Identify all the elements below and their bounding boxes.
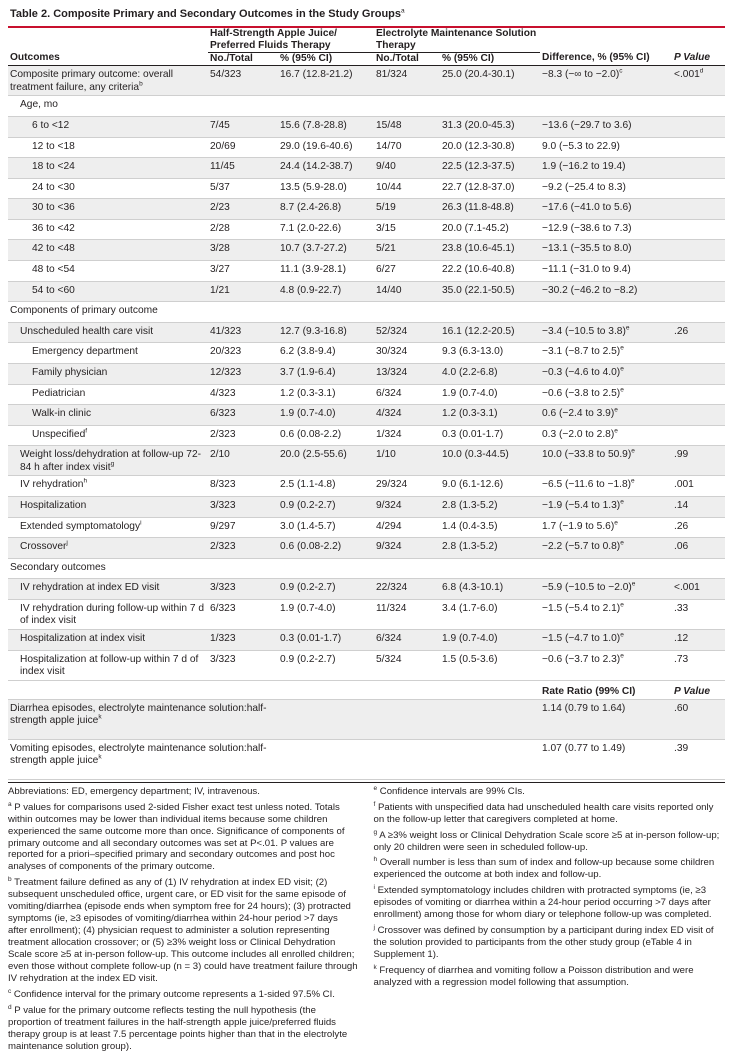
cell-pct-ci-1: 20.0 (2.5-55.6) [278, 446, 374, 476]
row-label: IV rehydration$^h$ [8, 476, 208, 497]
cell-p-value [672, 405, 725, 426]
cell-difference: 10.0 (−33.8 to 50.9)$^e$ [540, 446, 672, 476]
cell-pct-ci-1: 0.6 (0.08-2.2) [278, 538, 374, 559]
cell-pct-ci-1: 24.4 (14.2-38.7) [278, 158, 374, 179]
cell-difference: 9.0 (−5.3 to 22.9) [540, 137, 672, 158]
cell-pct-ci-1: 29.0 (19.6-40.6) [278, 137, 374, 158]
row-label: Walk-in clinic [8, 405, 208, 426]
cell-difference: −11.1 (−31.0 to 9.4) [540, 261, 672, 282]
table-row [8, 199, 725, 220]
row-label: 54 to <60 [8, 281, 208, 302]
row-label: 18 to <24 [8, 158, 208, 179]
cell-difference: −1.5 (−5.4 to 2.1)$^e$ [540, 599, 672, 629]
cell-no-total-2: 22/324 [374, 579, 440, 600]
cell-no-total-1: 3/323 [208, 497, 278, 518]
cell-p-value [672, 281, 725, 302]
row-label: 42 to <48 [8, 240, 208, 261]
row-label: 12 to <18 [8, 137, 208, 158]
cell-no-total-1: 3/27 [208, 261, 278, 282]
col-rr-p-value: P Value [672, 680, 725, 699]
cell-no-total-2 [374, 558, 440, 579]
cell-difference: −17.6 (−41.0 to 5.6) [540, 199, 672, 220]
cell-no-total-1: 6/323 [208, 599, 278, 629]
footnote-g: $^g$ A ≥3% weight loss or Clinical Dehydration Scale score ≥5 at in-person follow-up; only 20 children were seen in scheduled follow-up. [373, 828, 720, 853]
cell-p-value [672, 178, 725, 199]
cell-pct-ci-2: 23.8 (10.6-45.1) [440, 240, 540, 261]
cell-p-value [672, 219, 725, 240]
table-row [8, 178, 725, 199]
footnote-k: $^k$ Frequency of diarrhea and vomiting follow a Poisson distribution and were analyzed with a regression model following that assumption. [373, 964, 694, 989]
cell-no-total-2 [374, 96, 440, 117]
cell-no-total-2: 6/324 [374, 629, 440, 650]
row-label: 36 to <42 [8, 219, 208, 240]
cell-pct-ci-1: 0.9 (0.2-2.7) [278, 579, 374, 600]
table-row [8, 405, 725, 426]
cell-pct-ci-1: 6.2 (3.8-9.4) [278, 343, 374, 364]
table-row [8, 281, 725, 302]
col-rate-ratio: Rate Ratio (99% CI) [540, 680, 672, 699]
cell-no-total-2: 4/324 [374, 405, 440, 426]
cell-no-total-1: 20/69 [208, 137, 278, 158]
table-row [8, 629, 725, 650]
col-pct-ci-1: % (95% CI) [278, 52, 374, 65]
cell-difference: −3.4 (−10.5 to 3.8)$^e$ [540, 322, 672, 343]
cell-p-value: .26 [672, 517, 725, 538]
row-label: Hospitalization [8, 497, 208, 518]
cell-p-value [672, 137, 725, 158]
cell-no-total-1: 2/323 [208, 425, 278, 446]
cell-no-total-1: 1/21 [208, 281, 278, 302]
cell-difference: 0.6 (−2.4 to 3.9)$^e$ [540, 405, 672, 426]
footnote-a: $^a$ P values for comparisons used 2-sided Fisher exact test unless noted. Totals within outcomes may be lower than individual items because some children experienced the same outcome more than once. Significance of components of primary outcome and all secondary outcomes was set at P<.01. P values are reported for a priori–specified primary and secondary outcomes and post hoc analyses of components of the primary outcome. [8, 800, 345, 873]
cell-difference [540, 302, 672, 323]
cell-pct-ci-2: 1.9 (0.7-4.0) [440, 384, 540, 405]
cell-no-total-1: 2/23 [208, 199, 278, 220]
table-row [8, 343, 725, 364]
cell-pct-ci-2 [440, 96, 540, 117]
cell-difference: 1.9 (−16.2 to 19.4) [540, 158, 672, 179]
cell-no-total-2: 29/324 [374, 476, 440, 497]
cell-difference: −5.9 (−10.5 to −2.0)$^e$ [540, 579, 672, 600]
cell-no-total-2: 6/27 [374, 261, 440, 282]
cell-pct-ci-1: 8.7 (2.4-26.8) [278, 199, 374, 220]
cell-pct-ci-1: 0.3 (0.01-1.7) [278, 629, 374, 650]
cell-pct-ci-2: 9.0 (6.1-12.6) [440, 476, 540, 497]
cell-rate-ratio: 1.07 (0.77 to 1.49) [540, 739, 672, 779]
cell-no-total-2: 4/294 [374, 517, 440, 538]
cell-pct-ci-2: 26.3 (11.8-48.8) [440, 199, 540, 220]
row-label: Composite primary outcome: overall treatment failure, any criteria$^b$ [8, 66, 208, 96]
cell-no-total-2: 14/40 [374, 281, 440, 302]
cell-no-total-1: 41/323 [208, 322, 278, 343]
cell-difference: −30.2 (−46.2 to −8.2) [540, 281, 672, 302]
row-label: 30 to <36 [8, 199, 208, 220]
footnote-h: $^h$ Overall number is less than sum of index and follow-up because some children experienced the outcome at both index and follow-up. [373, 856, 715, 881]
table-row [8, 261, 725, 282]
row-label: Pediatrician [8, 384, 208, 405]
cell-no-total-2: 5/19 [374, 199, 440, 220]
cell-difference: −2.2 (−5.7 to 0.8)$^e$ [540, 538, 672, 559]
row-label: Components of primary outcome [8, 302, 208, 323]
row-label: Unscheduled health care visit [8, 322, 208, 343]
cell-no-total-1 [208, 96, 278, 117]
cell-no-total-2: 13/324 [374, 364, 440, 385]
cell-p-value [672, 364, 725, 385]
col-no-total-1: No./Total [208, 52, 278, 65]
col-outcomes: Outcomes [8, 52, 208, 65]
cell-pct-ci-1: 15.6 (7.8-28.8) [278, 116, 374, 137]
cell-p-value [672, 558, 725, 579]
cell-pct-ci-2: 20.0 (12.3-30.8) [440, 137, 540, 158]
footnote-b: $^b$ Treatment failure defined as any of (1) IV rehydration at index ED visit; (2) subsequent unscheduled office, urgent care, or ED visit for the same episode of vomiting/diarrhea (episode ends when symptom free for 24 hours); (3) protracted symptoms (ie, ≥3 episodes of vomiting/diarrhea within 24-hour period >7 days after enrollment); (4) physician request to administer a solution representing treatment allocation crossover; or (5) ≥3% weight loss or Clinical Dehydration Scale score ≥5 at in-person follow-up. This outcome includes all enrolled children; even those without complete follow-up (n = 3) could have treatment failure through IV rehydration at the index ED visit. [8, 876, 358, 985]
cell-pct-ci-1: 12.7 (9.3-16.8) [278, 322, 374, 343]
cell-no-total-2: 81/324 [374, 66, 440, 96]
cell-no-total-2: 30/324 [374, 343, 440, 364]
cell-no-total-1: 7/45 [208, 116, 278, 137]
cell-difference: −8.3 (−∞ to −2.0)$^c$ [540, 66, 672, 96]
title-footnote-mark: a [401, 7, 405, 15]
cell-p-value: .14 [672, 497, 725, 518]
cell-p-value: <.001$^d$ [672, 66, 725, 96]
cell-no-total-1: 20/323 [208, 343, 278, 364]
cell-p-value: <.001 [672, 579, 725, 600]
row-label: 6 to <12 [8, 116, 208, 137]
cell-no-total-1: 2/28 [208, 219, 278, 240]
cell-pct-ci-2: 2.8 (1.3-5.2) [440, 497, 540, 518]
cell-p-value [672, 343, 725, 364]
cell-no-total-1: 3/323 [208, 579, 278, 600]
cell-no-total-1: 54/323 [208, 66, 278, 96]
cell-difference [540, 96, 672, 117]
cell-no-total-1: 2/10 [208, 446, 278, 476]
cell-p-value: .73 [672, 650, 725, 680]
cell-no-total-2: 6/324 [374, 384, 440, 405]
cell-no-total-1 [208, 558, 278, 579]
table-row [8, 364, 725, 385]
cell-p-value: .26 [672, 322, 725, 343]
cell-no-total-1: 6/323 [208, 405, 278, 426]
footnotes-left-column [8, 786, 360, 1057]
cell-no-total-2: 9/40 [374, 158, 440, 179]
cell-pct-ci-1: 10.7 (3.7-27.2) [278, 240, 374, 261]
rate-ratio-row [8, 739, 725, 779]
col-no-total-2: No./Total [374, 52, 440, 65]
cell-no-total-1: 9/297 [208, 517, 278, 538]
cell-pct-ci-2: 4.0 (2.2-6.8) [440, 364, 540, 385]
cell-no-total-1: 3/28 [208, 240, 278, 261]
footnote-abbreviations: Abbreviations: ED, emergency department; IV, intravenous. [8, 785, 260, 797]
cell-pct-ci-2: 35.0 (22.1-50.5) [440, 281, 540, 302]
table-row [8, 650, 725, 680]
cell-no-total-2: 1/324 [374, 425, 440, 446]
footnote-f: $^f$ Patients with unspecified data had unscheduled health care visits reported only on the follow-up letter that caregivers completed at home. [373, 800, 714, 825]
cell-difference: −0.6 (−3.8 to 2.5)$^e$ [540, 384, 672, 405]
cell-p-value: .33 [672, 599, 725, 629]
rate-ratio-row [8, 699, 725, 739]
cell-no-total-2: 5/324 [374, 650, 440, 680]
cell-no-total-1: 2/323 [208, 538, 278, 559]
row-label: Hospitalization at index visit [8, 629, 208, 650]
footnote-i: $^i$ Extended symptomatology includes children with protracted symptoms (ie, ≥3 episodes of vomiting or diarrhea within a 24-hour period occurring >7 days after enrollment) among those for whom diary or telephone follow-up was completed. [373, 884, 712, 921]
cell-pct-ci-1: 4.8 (0.9-22.7) [278, 281, 374, 302]
table-row [8, 476, 725, 497]
row-label: Extended symptomatology$^i$ [8, 517, 208, 538]
cell-pct-ci-2: 20.0 (7.1-45.2) [440, 219, 540, 240]
cell-no-total-1: 11/45 [208, 158, 278, 179]
footnote-c: $^c$ Confidence interval for the primary outcome represents a 1-sided 97.5% CI. [8, 988, 335, 1001]
table-row [8, 302, 725, 323]
cell-pct-ci-2: 22.5 (12.3-37.5) [440, 158, 540, 179]
cell-difference [540, 558, 672, 579]
group-header-apple-juice: Half-Strength Apple Juice/ Preferred Fluids Therapy [208, 28, 374, 52]
cell-pct-ci-1 [278, 558, 374, 579]
cell-pct-ci-1: 11.1 (3.9-28.1) [278, 261, 374, 282]
cell-p-value [672, 199, 725, 220]
row-label: 48 to <54 [8, 261, 208, 282]
cell-p-value: .12 [672, 629, 725, 650]
cell-pct-ci-1 [278, 96, 374, 117]
cell-pct-ci-1 [278, 302, 374, 323]
table-row [8, 137, 725, 158]
table-row [8, 425, 725, 446]
group-header-row [8, 28, 725, 52]
cell-pct-ci-2: 31.3 (20.0-45.3) [440, 116, 540, 137]
outcomes-table [8, 28, 725, 779]
group-header-electrolyte: Electrolyte Maintenance Solution Therapy [374, 28, 540, 52]
cell-no-total-1 [208, 302, 278, 323]
footnotes-right-column [374, 786, 726, 1057]
cell-p-value [672, 384, 725, 405]
cell-p-value [672, 261, 725, 282]
cell-difference: −6.5 (−11.6 to −1.8)$^e$ [540, 476, 672, 497]
table-row [8, 322, 725, 343]
row-label: Diarrhea episodes, electrolyte maintenance solution:half-strength apple juice$^k$ [8, 699, 540, 739]
cell-pct-ci-1: 1.9 (0.7-4.0) [278, 599, 374, 629]
table-body [8, 66, 725, 680]
row-label: 24 to <30 [8, 178, 208, 199]
table-row [8, 240, 725, 261]
cell-difference: −0.6 (−3.7 to 2.3)$^e$ [540, 650, 672, 680]
row-label: IV rehydration at index ED visit [8, 579, 208, 600]
row-label: Weight loss/dehydration at follow-up 72-84 h after index visit$^g$ [8, 446, 208, 476]
rate-ratio-section [8, 680, 725, 779]
cell-no-total-1: 1/323 [208, 629, 278, 650]
rate-ratio-header-row [8, 680, 725, 699]
cell-pct-ci-1: 2.5 (1.1-4.8) [278, 476, 374, 497]
table-row [8, 558, 725, 579]
cell-no-total-2: 14/70 [374, 137, 440, 158]
row-label: Secondary outcomes [8, 558, 208, 579]
row-label: IV rehydration during follow-up within 7 d of index visit [8, 599, 208, 629]
cell-p-value [672, 116, 725, 137]
row-label: Emergency department [8, 343, 208, 364]
cell-no-total-1: 3/323 [208, 650, 278, 680]
cell-no-total-2: 3/15 [374, 219, 440, 240]
table-row [8, 96, 725, 117]
row-label: Hospitalization at follow-up within 7 d of index visit [8, 650, 208, 680]
table-row [8, 219, 725, 240]
table-row [8, 579, 725, 600]
row-label: Family physician [8, 364, 208, 385]
table-row [8, 599, 725, 629]
cell-pct-ci-1: 1.2 (0.3-3.1) [278, 384, 374, 405]
cell-p-value [672, 302, 725, 323]
cell-pct-ci-2 [440, 302, 540, 323]
cell-difference: −1.5 (−4.7 to 1.0)$^e$ [540, 629, 672, 650]
table-row [8, 497, 725, 518]
cell-pct-ci-2: 22.7 (12.8-37.0) [440, 178, 540, 199]
cell-pct-ci-2: 25.0 (20.4-30.1) [440, 66, 540, 96]
row-label: Age, mo [8, 96, 208, 117]
col-difference: Difference, % (95% CI) [540, 52, 672, 65]
cell-pct-ci-1: 3.7 (1.9-6.4) [278, 364, 374, 385]
cell-pct-ci-2: 1.4 (0.4-3.5) [440, 517, 540, 538]
cell-pct-ci-2: 16.1 (12.2-20.5) [440, 322, 540, 343]
cell-pct-ci-2: 10.0 (0.3-44.5) [440, 446, 540, 476]
table-row [8, 158, 725, 179]
cell-rr-p-value: .39 [672, 739, 725, 779]
cell-no-total-1: 8/323 [208, 476, 278, 497]
cell-rate-ratio: 1.14 (0.79 to 1.64) [540, 699, 672, 739]
cell-difference: −9.2 (−25.4 to 8.3) [540, 178, 672, 199]
cell-pct-ci-2: 1.5 (0.5-3.6) [440, 650, 540, 680]
cell-no-total-1: 5/37 [208, 178, 278, 199]
cell-no-total-2: 11/324 [374, 599, 440, 629]
col-pct-ci-2: % (95% CI) [440, 52, 540, 65]
cell-pct-ci-1: 7.1 (2.0-22.6) [278, 219, 374, 240]
cell-pct-ci-2: 1.2 (0.3-3.1) [440, 405, 540, 426]
table-row [8, 517, 725, 538]
cell-no-total-2: 9/324 [374, 497, 440, 518]
footnote-e: $^e$ Confidence intervals are 99% CIs. [373, 784, 525, 797]
cell-difference: −3.1 (−8.7 to 2.5)$^e$ [540, 343, 672, 364]
table-row [8, 446, 725, 476]
cell-difference: 0.3 (−2.0 to 2.8)$^e$ [540, 425, 672, 446]
table-row [8, 116, 725, 137]
cell-pct-ci-1: 0.9 (0.2-2.7) [278, 497, 374, 518]
row-label: Crossover$^j$ [8, 538, 208, 559]
cell-rr-p-value: .60 [672, 699, 725, 739]
footnote-j: $^j$ Crossover was defined by consumption by a participant during index ED visit of the solution provided to participants from the other study group (eTable 4 in Supplement 1). [373, 924, 714, 961]
table-title: Table 2. Composite Primary and Secondary Outcomes in the Study Groups [10, 8, 401, 20]
cell-no-total-2: 1/10 [374, 446, 440, 476]
cell-pct-ci-2: 1.9 (0.7-4.0) [440, 629, 540, 650]
cell-p-value [672, 158, 725, 179]
cell-difference: −1.9 (−5.4 to 1.3)$^e$ [540, 497, 672, 518]
row-label: Unspecified$^f$ [8, 425, 208, 446]
cell-pct-ci-1: 3.0 (1.4-5.7) [278, 517, 374, 538]
cell-pct-ci-2 [440, 558, 540, 579]
cell-p-value: .06 [672, 538, 725, 559]
cell-pct-ci-2: 0.3 (0.01-1.7) [440, 425, 540, 446]
cell-p-value [672, 425, 725, 446]
cell-pct-ci-1: 16.7 (12.8-21.2) [278, 66, 374, 96]
cell-pct-ci-2: 6.8 (4.3-10.1) [440, 579, 540, 600]
cell-pct-ci-2: 3.4 (1.7-6.0) [440, 599, 540, 629]
cell-p-value [672, 96, 725, 117]
cell-no-total-2: 52/324 [374, 322, 440, 343]
cell-no-total-2 [374, 302, 440, 323]
cell-difference: 1.7 (−1.9 to 5.6)$^e$ [540, 517, 672, 538]
cell-difference: −0.3 (−4.6 to 4.0)$^e$ [540, 364, 672, 385]
column-header-row [8, 52, 725, 65]
cell-no-total-2: 9/324 [374, 538, 440, 559]
cell-difference: −12.9 (−38.6 to 7.3) [540, 219, 672, 240]
cell-difference: −13.6 (−29.7 to 3.6) [540, 116, 672, 137]
cell-p-value: .99 [672, 446, 725, 476]
cell-no-total-2: 10/44 [374, 178, 440, 199]
table-row [8, 538, 725, 559]
cell-pct-ci-1: 13.5 (5.9-28.0) [278, 178, 374, 199]
row-label: Vomiting episodes, electrolyte maintenance solution:half-strength apple juice$^k$ [8, 739, 540, 779]
cell-pct-ci-2: 2.8 (1.3-5.2) [440, 538, 540, 559]
cell-pct-ci-2: 22.2 (10.6-40.8) [440, 261, 540, 282]
cell-pct-ci-1: 0.9 (0.2-2.7) [278, 650, 374, 680]
cell-pct-ci-2: 9.3 (6.3-13.0) [440, 343, 540, 364]
cell-p-value: .001 [672, 476, 725, 497]
table-row [8, 66, 725, 96]
cell-no-total-2: 15/48 [374, 116, 440, 137]
table-title-bar [8, 6, 725, 28]
table-row [8, 384, 725, 405]
cell-p-value [672, 240, 725, 261]
cell-pct-ci-1: 1.9 (0.7-4.0) [278, 405, 374, 426]
cell-no-total-1: 4/323 [208, 384, 278, 405]
footnote-d: $^d$ P value for the primary outcome reflects testing the null hypothesis (the proportion of treatment failures in the half-strength apple juice/preferred fluids therapy group is at least 7.5 percentage points higher than that in the electrolyte maintenance solution group). [8, 1004, 348, 1053]
cell-no-total-1: 12/323 [208, 364, 278, 385]
cell-no-total-2: 5/21 [374, 240, 440, 261]
cell-difference: −13.1 (−35.5 to 8.0) [540, 240, 672, 261]
col-p-value: P Value [672, 52, 725, 65]
cell-pct-ci-1: 0.6 (0.08-2.2) [278, 425, 374, 446]
footnotes [8, 782, 725, 1057]
